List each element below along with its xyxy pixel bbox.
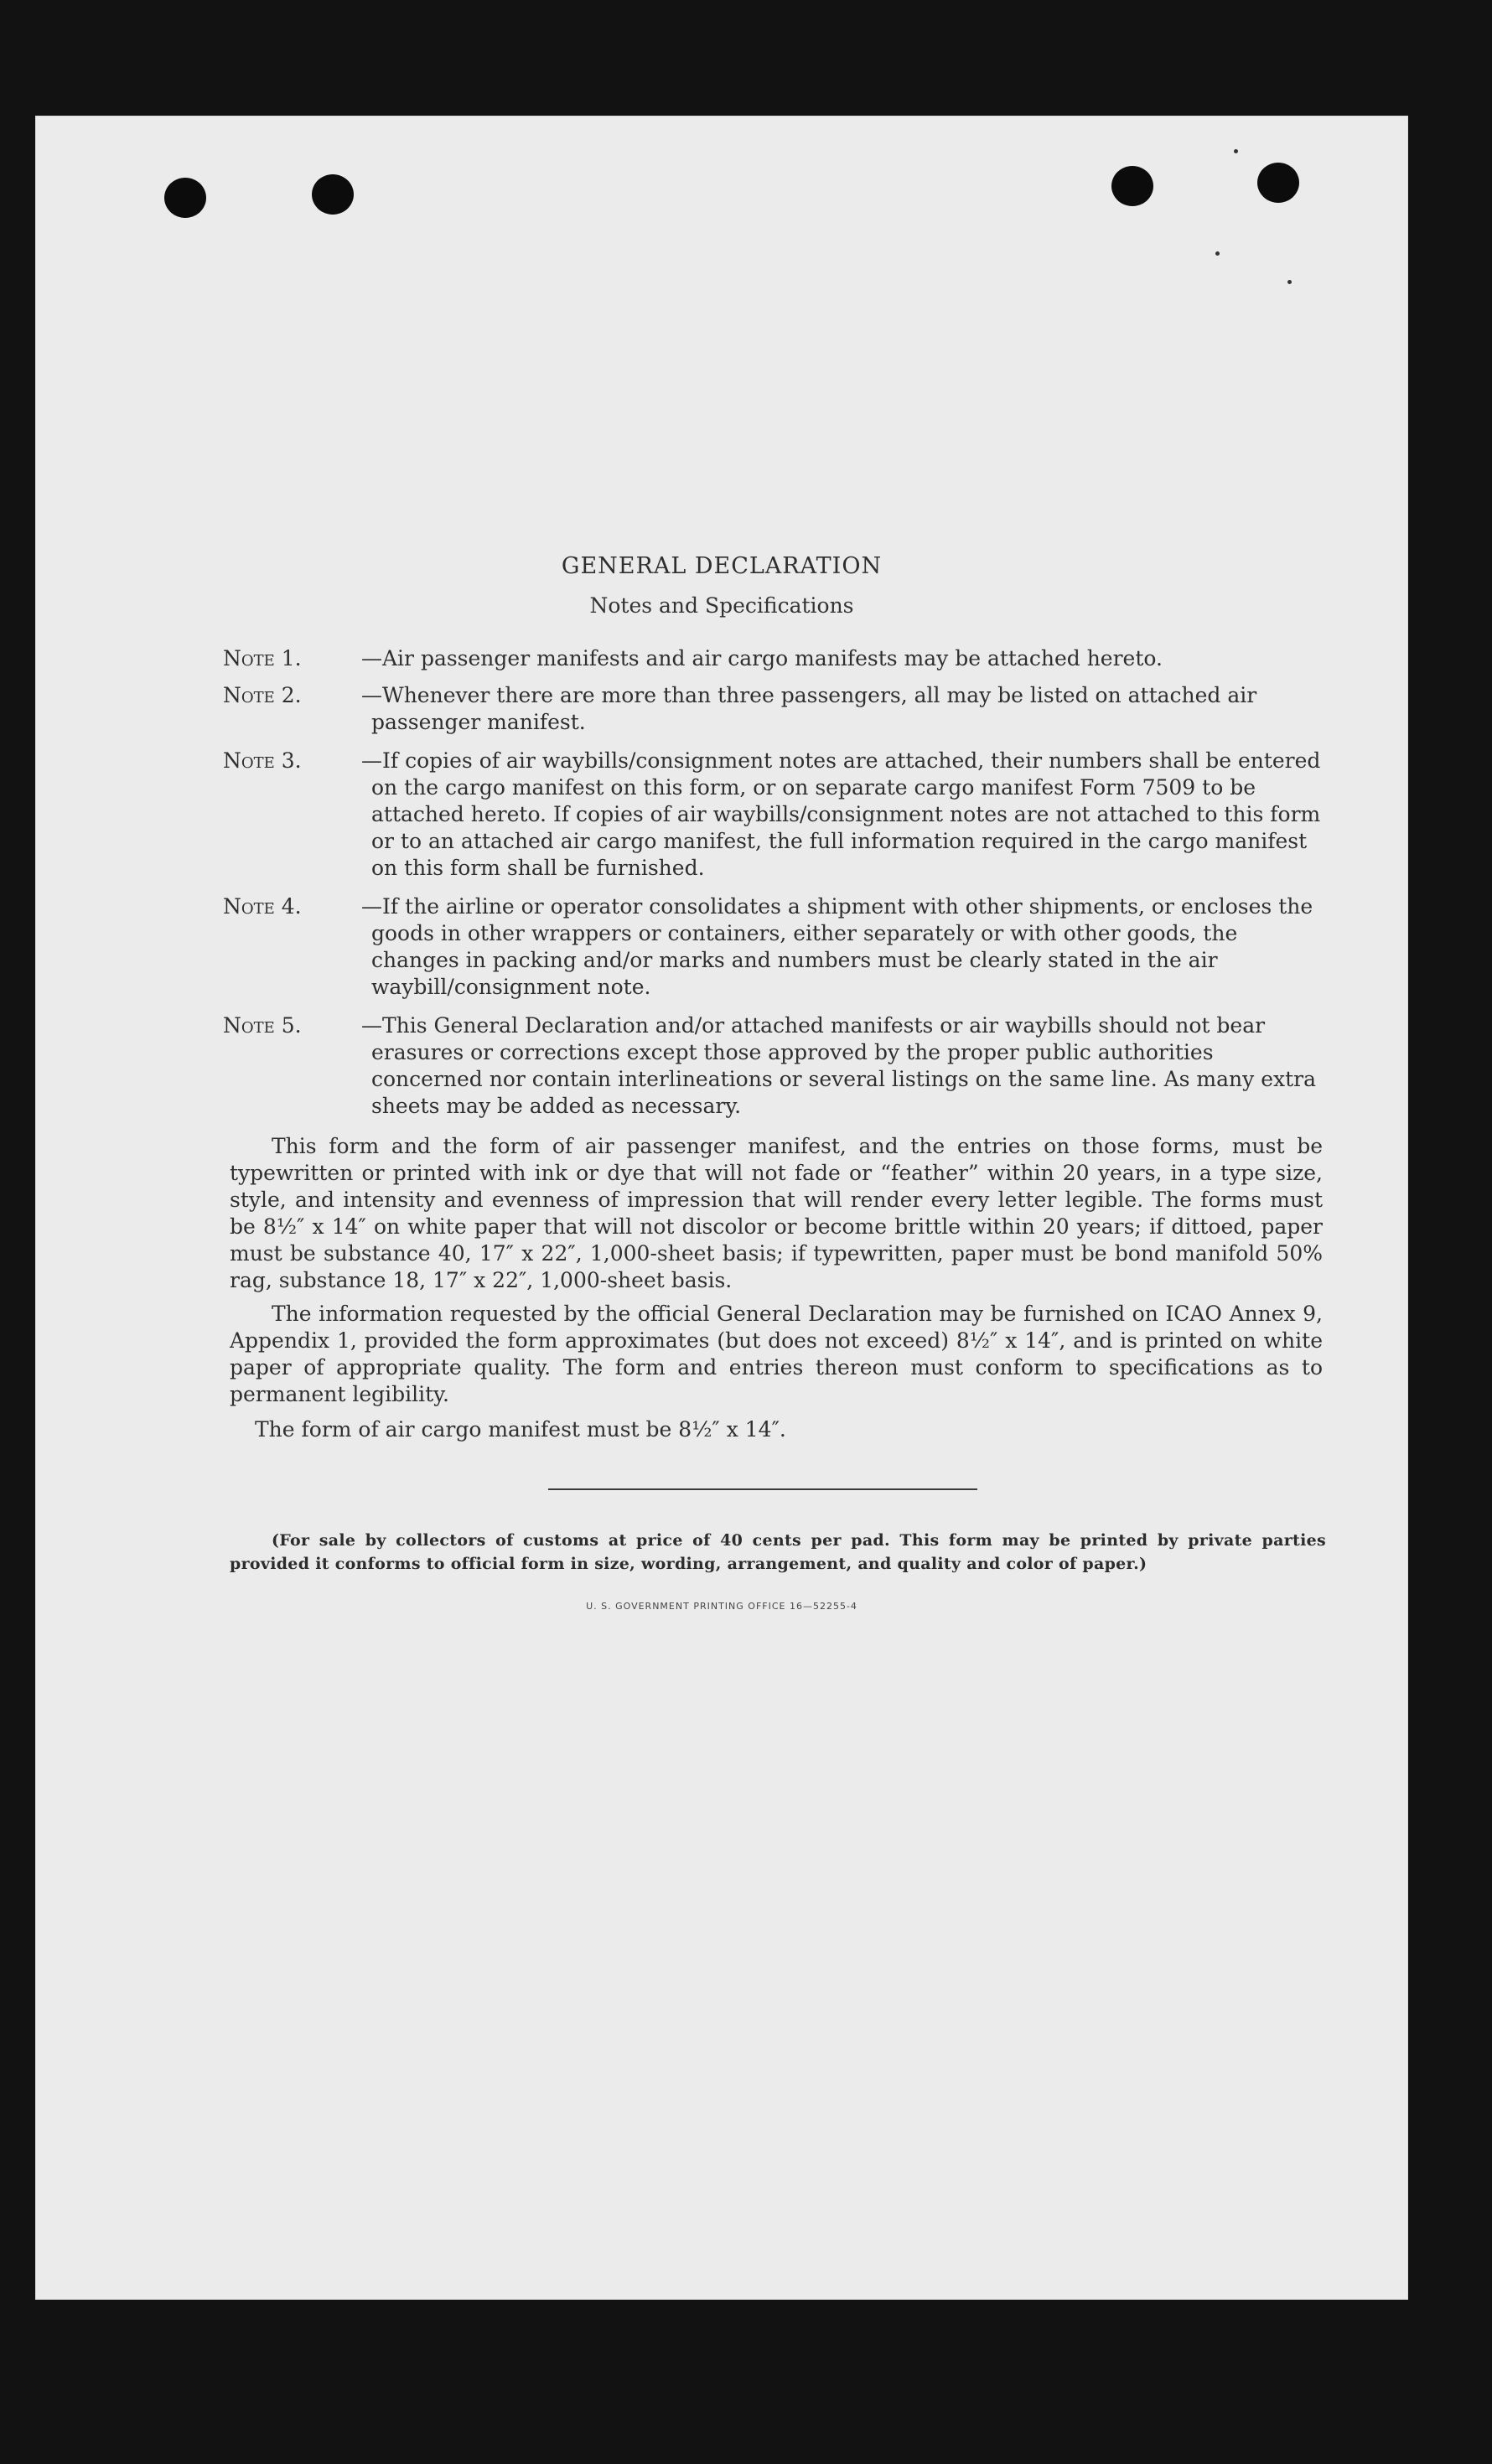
document-page — [35, 116, 1408, 2300]
paragraph-cargo-manifest-size: The form of air cargo manifest must be 8½″ x 14″. — [255, 1417, 786, 1442]
note-2 — [223, 682, 1323, 736]
note-text: —Air passenger manifests and air cargo manifests may be attached hereto. — [361, 646, 1163, 670]
note-1 — [223, 645, 1323, 672]
punch-hole — [312, 174, 354, 215]
paragraph-form-requirements: This form and the form of air passenger manifest, and the entries on those forms, must be typewritten or printed with ink or dye that will not fade or “feather” within 20 years, in a type size, style, and intensity and evenness of impression that will render every letter legible. The forms must be 8½″ x 14″ on white paper that will not discolor or become brittle within 20 years; if dittoed, paper must be substance 40, 17″ x 22″, 1,000-sheet basis; if typewritten, paper must be bond manifold 50% rag, substance 18, 17″ x 22″, 1,000-sheet basis. — [230, 1134, 1323, 1292]
sale-notice: (For sale by collectors of customs at price of 40 cents per pad. This form may be printed by private parties provided it conforms to official form in size, wording, arrangement, and quality and color of paper.) — [230, 1531, 1326, 1573]
ink-speck — [1234, 149, 1238, 153]
note-3 — [223, 748, 1323, 882]
divider-rule — [548, 1488, 977, 1490]
note-label: Note 5. — [223, 1013, 302, 1038]
page-subtitle: Notes and Specifications — [589, 593, 854, 618]
punch-hole — [164, 178, 206, 218]
note-4 — [223, 893, 1323, 1001]
ink-speck — [1287, 280, 1292, 284]
note-label: Note 4. — [223, 894, 302, 919]
note-label: Note 1. — [223, 646, 302, 670]
note-text: —If the airline or operator consolidates a shipment with other shipments, or encloses the goods in other wrappers or containers, either separately or with other goods, the changes in packing and/or marks and numbers must be clearly stated in the air waybill/consignment note. — [361, 894, 1313, 999]
punch-hole — [1257, 163, 1299, 203]
punch-hole — [1111, 166, 1153, 206]
paragraph-icao-annex: The information requested by the official General Declaration may be furnished on ICAO Annex 9, Appendix 1, provided the form approximates (but does not exceed) 8½″ x 14″, and is printed on white paper of appropriate quality. The form and entries thereon must conform to specifications as to permanent legibility. — [230, 1302, 1323, 1406]
note-5 — [223, 1012, 1323, 1120]
note-text: —Whenever there are more than three passengers, all may be listed on attached air passenger manifest. — [361, 683, 1257, 734]
note-text: —If copies of air waybills/consignment notes are attached, their numbers shall be entered on the cargo manifest on this form, or on separate cargo manifest Form 7509 to be attached hereto. If copies of air waybills/consignment notes are not attached to this form or to an attached air cargo manifest, the full information required in the cargo manifest on this form shall be furnished. — [361, 748, 1321, 880]
note-text: —This General Declaration and/or attached manifests or air waybills should not bear erasures or corrections except those approved by the proper public authorities concerned nor contain interlineations or several listings on the same line. As many extra sheets may be added as necessary. — [361, 1013, 1316, 1118]
ink-speck — [1215, 251, 1220, 256]
printing-office-imprint: U. S. GOVERNMENT PRINTING OFFICE 16—52255-4 — [586, 1601, 857, 1612]
note-label: Note 3. — [223, 748, 302, 773]
page-title: GENERAL DECLARATION — [561, 553, 883, 579]
note-label: Note 2. — [223, 683, 302, 707]
